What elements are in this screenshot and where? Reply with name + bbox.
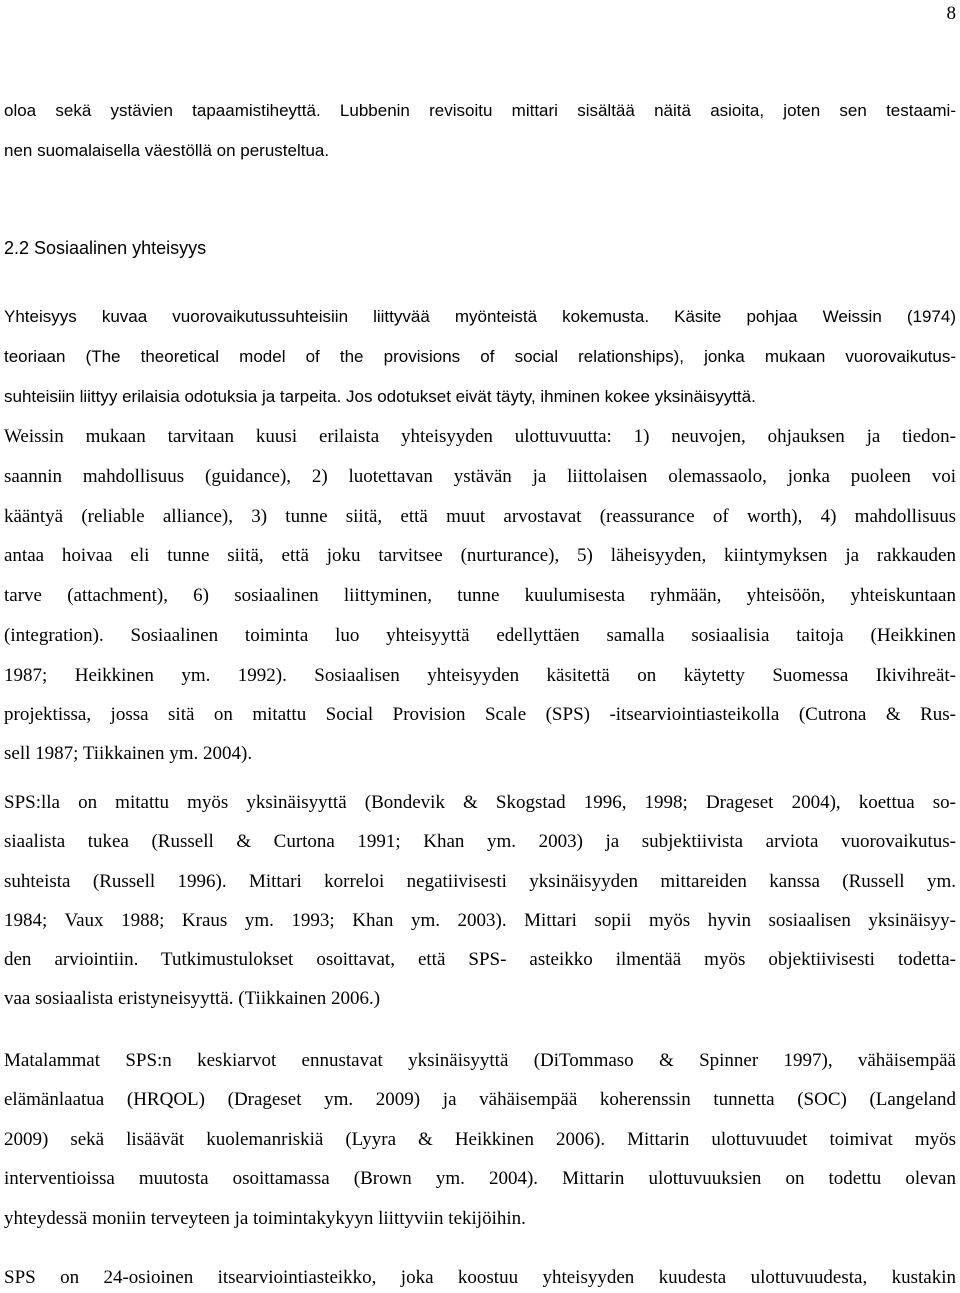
page-number: 8 <box>946 3 956 24</box>
text-line: suhteista (Russell 1996). Mittari korreloi negatiivisesti yksinäisyyden mittareiden kanssa (Russell ym. <box>4 871 956 892</box>
text-line: 1984; Vaux 1988; Kraus ym. 1993; Khan ym. 2003). Mittari sopii myös hyvin sosiaalisen yksinäisyy- <box>4 910 956 931</box>
text-line: saannin mahdollisuus (guidance), 2) luotettavan ystävän ja liittolaisen olemassaolo, jonka puoleen voi <box>4 466 956 487</box>
text-line: suhteisiin liittyy erilaisia odotuksia ja tarpeita. Jos odotukset eivät täyty, ihminen kokee yksinäisyyttä. <box>4 387 756 406</box>
text-line: oloa sekä ystävien tapaamistiheyttä. Lubbenin revisoitu mittari sisältää näitä asioita, joten sen testaami- <box>4 101 956 120</box>
text-line: nen suomalaisella väestöllä on perusteltua. <box>4 141 330 160</box>
text-line: 1987; Heikkinen ym. 1992). Sosiaalisen yhteisyyden käsitettä on käytetty Suomessa Ikivihreät- <box>4 665 956 686</box>
text-line: teoriaan (The theoretical model of the provisions of social relationships), jonka mukaan vuorovaikutus- <box>4 347 956 366</box>
text-line: Weissin mukaan tarvitaan kuusi erilaista yhteisyyden ulottuvuutta: 1) neuvojen, ohjauksen ja tiedon- <box>4 426 956 447</box>
text-line: vaa sosiaalista eristyneisyyttä. (Tiikkainen 2006.) <box>4 988 381 1009</box>
text-line: (integration). Sosiaalinen toiminta luo yhteisyyttä edellyttäen samalla sosiaalisia taitoja (Heikkinen <box>4 625 956 646</box>
text-line: sell 1987; Tiikkainen ym. 2004). <box>4 743 253 764</box>
text-line: antaa hoivaa eli tunne siitä, että joku tarvitsee (nurturance), 5) läheisyyden, kiintymyksen ja rakkauden <box>4 545 956 566</box>
text-line: projektissa, jossa sitä on mitattu Social Provision Scale (SPS) -itsearviointiasteikolla (Cutrona & Rus- <box>4 704 956 725</box>
text-line: elämänlaatua (HRQOL) (Drageset ym. 2009) ja vähäisempää koherenssin tunnetta (SOC) (Langeland <box>4 1089 956 1110</box>
text-line: 2009) sekä lisäävät kuolemanriskiä (Lyyra & Heikkinen 2006). Mittarin ulottuvuudet toimivat myös <box>4 1129 956 1150</box>
text-line: SPS:lla on mitattu myös yksinäisyyttä (Bondevik & Skogstad 1996, 1998; Drageset 2004), koettua so- <box>4 792 956 813</box>
text-line: interventioissa muutosta osoittamassa (Brown ym. 2004). Mittarin ulottuvuuksien on todettu olevan <box>4 1168 956 1189</box>
text-line: SPS on 24-osioinen itsearviointiasteikko, joka koostuu yhteisyyden kuudesta ulottuvuudesta, kustakin <box>4 1267 956 1288</box>
section-heading: 2.2 Sosiaalinen yhteisyys <box>4 238 207 258</box>
text-line: den arviointiin. Tutkimustulokset osoittavat, että SPS- asteikko ilmentää myös objektiivisesti todetta- <box>4 949 956 970</box>
text-line: kääntyä (reliable alliance), 3) tunne siitä, että muut arvostavat (reassurance of worth), 4) mahdollisuus <box>4 506 956 527</box>
text-line: yhteydessä moniin terveyteen ja toimintakykyyn liittyviin tekijöihin. <box>4 1208 526 1229</box>
text-line: tarve (attachment), 6) sosiaalinen liittyminen, tunne kuulumisesta ryhmään, yhteisöön, yhteiskuntaan <box>4 585 956 606</box>
text-line: Yhteisyys kuvaa vuorovaikutussuhteisiin liittyvää myönteistä kokemusta. Käsite pohjaa Weissin (1974) <box>4 307 956 326</box>
text-line: Matalammat SPS:n keskiarvot ennustavat yksinäisyyttä (DiTommaso & Spinner 1997), vähäisempää <box>4 1050 956 1071</box>
text-line: siaalista tukea (Russell & Curtona 1991; Khan ym. 2003) ja subjektiivista arviota vuorovaikutus- <box>4 831 956 852</box>
